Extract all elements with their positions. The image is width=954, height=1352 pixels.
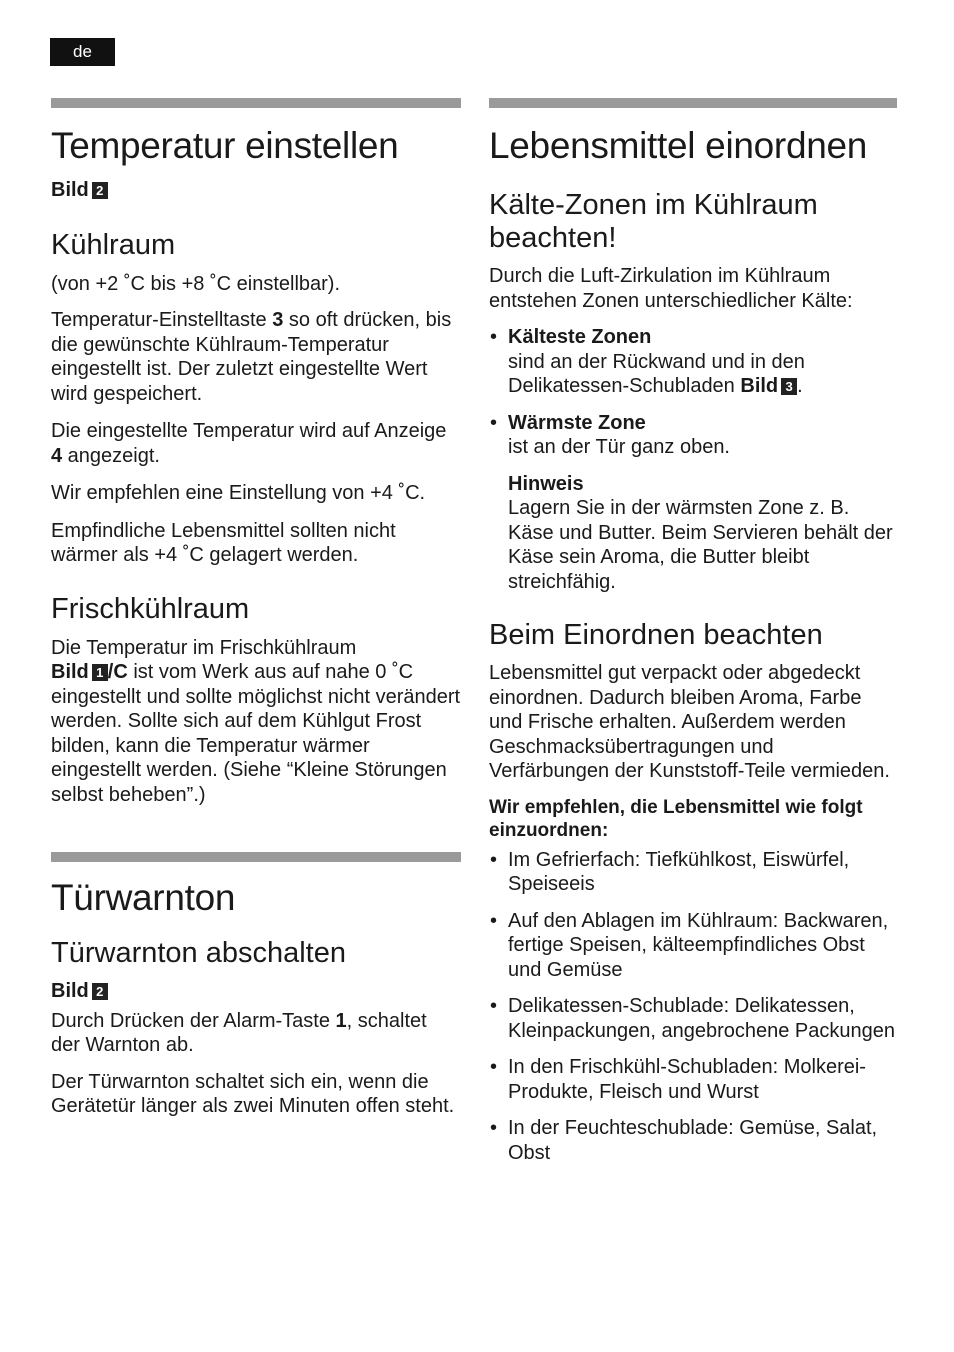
figure-number-badge: 2 [92,182,108,199]
paragraph-frischkuehlraum: Die Temperatur im Frischkühlraum Bild 1 /C ist vom Werk aus auf nahe 0 ˚C eingestellt und sollte möglichst nicht verändert werden. Sollte sich auf dem Kühlgut Frost bilden, kann die Temperatur wärmer eingestellt werden. (Siehe “Kleine Störungen selbst beheben”.) [51,636,461,806]
section-rule [489,98,897,108]
figure-reference: Bild 2 [51,979,461,1004]
paragraph-display: Die eingestellte Temperatur wird auf Anzeige 4 angezeigt. [51,420,447,467]
list-item-coldest-zones: • Kälteste Zonen sind an der Rückwand und in den Delikatessen-Schubladen Bild 3 . [489,325,897,399]
subsection-title-einordnen: Beim Einordnen beachten [489,619,823,651]
paragraph-storage: Lebensmittel gut verpackt oder abgedeckt einordnen. Dadurch bleiben Aroma, Farbe und Frische erhalten. Außerdem werden Geschmacksübertragungen und Verfärbungen der Kunststoff-Teile vermieden. [489,662,890,782]
language-tag: de [50,38,115,66]
list-item: • In der Feuchteschublade: Gemüse, Salat, Obst [489,1116,897,1165]
subsection-title-kaelte-zonen: Kälte-Zonen im Kühlraum beachten! [489,189,818,254]
list-item: • Im Gefrierfach: Tiefkühlkost, Eiswürfel, Speiseeis [489,848,897,897]
figure-reference: Bild 2 [51,178,461,203]
temperature-range-text: (von +2 ˚C bis +8 ˚C einstellbar). [51,272,341,295]
paragraph-recommendation: Wir empfehlen eine Einstellung von +4 ˚C. [51,482,426,504]
figure-number-badge: 1 [92,664,108,681]
section-title-tuerwarnton: Türwarnton [51,877,236,918]
subsection-title-tuerwarnton-abschalten: Türwarnton abschalten [51,937,346,969]
left-column [51,98,461,1119]
note-title: Hinweis [508,472,584,495]
section-title-temperature: Temperatur einstellen [51,125,399,166]
subsection-title-frischkuehlraum: Frischkühlraum [51,592,250,625]
section-rule [51,852,461,862]
paragraph-door-alarm: Der Türwarnton schaltet sich ein, wenn die Gerätetür länger als zwei Minuten offen steht. [51,1070,455,1117]
note-block [508,472,897,595]
note-text: Lagern Sie in der wärmsten Zone z. B. Käse und Butter. Beim Servieren behält der Käse sein Aroma, die Butter bleibt streichfähig. [508,497,893,593]
paragraph-sensitive-food: Empfindliche Lebensmittel sollten nicht wärmer als +4 ˚C gelagert werden. [51,519,396,566]
paragraph-set-temperature: Temperatur-Einstelltaste 3 so oft drücken, bis die gewünschte Kühlraum-Temperatur eingestellt ist. Der zuletzt eingestellte Wert wird gespeichert. [51,309,452,405]
paragraph-alarm-key: Durch Drücken der Alarm-Taste 1, schaltet der Warnton ab. [51,1009,427,1056]
figure-number-badge: 2 [92,983,108,1000]
list-item-warmest-zone: • Wärmste Zone ist an der Tür ganz oben. [489,411,897,460]
right-column [489,98,897,1165]
section-title-lebensmittel: Lebensmittel einordnen [489,125,868,166]
zones-list [489,325,897,460]
list-item: • Auf den Ablagen im Kühlraum: Backwaren, fertige Speisen, kälteempfindliches Obst und Gemüse [489,909,897,983]
recommendation-lead: Wir empfehlen, die Lebensmittel wie folgt einzuordnen: [489,796,863,841]
list-item: • Delikatessen-Schublade: Delikatessen, Kleinpackungen, angebrochene Packungen [489,994,897,1043]
storage-list [489,848,897,1166]
section-rule [51,98,461,108]
list-item: • In den Frischkühl-Schubladen: Molkerei-Produkte, Fleisch und Wurst [489,1055,897,1104]
subsection-title-kuehlraum: Kühlraum [51,228,176,261]
figure-number-badge: 3 [781,378,797,395]
paragraph-zones-intro: Durch die Luft-Zirkulation im Kühlraum entstehen Zonen unterschiedlicher Kälte: [489,265,853,312]
